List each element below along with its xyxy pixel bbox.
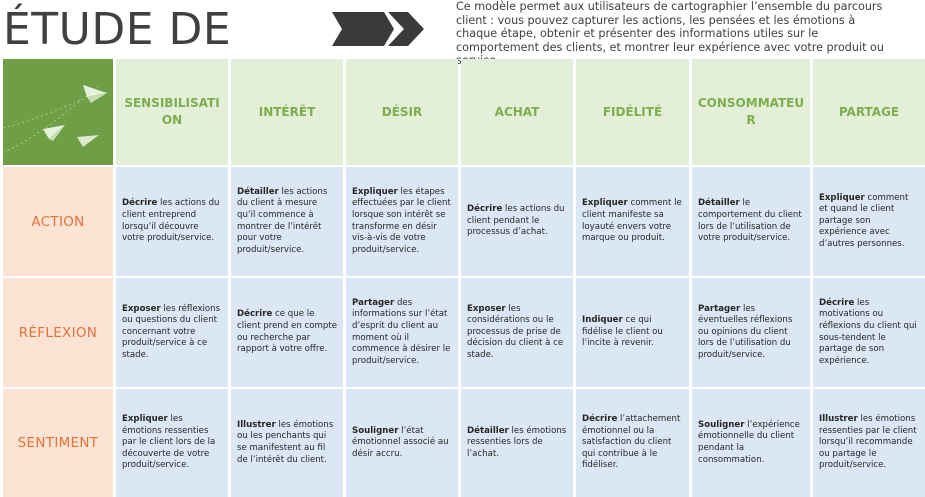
table-cell: Détailler le comportement du client lors de l’utilisation de votre produit/service. (692, 167, 810, 276)
journey-map-table (3, 59, 917, 494)
intro-text: Ce modèle permet aux utilisateurs de cartographier l’ensemble du parcours client : vous pouvez capturer les actions, les pensées et les émotions à chaque étape, obtenir et présenter des informations utiles sur le comportement des clients, et montrer leur expérience avec votre produit ou (456, 0, 884, 54)
table-cell: Souligner l’expérience émotionnelle du client pendant la consommation. (692, 389, 810, 497)
table-cell: Expliquer comment le client manifeste sa loyauté envers votre marque ou produit. (576, 167, 689, 276)
row-label-action: ACTION (3, 167, 113, 276)
table-cell: Partager des informations sur l’état d’esprit du client au moment où il commence à désirer le produit/service. (346, 278, 458, 387)
table-cell: Souligner l’état émotionnel associé au désir accru. (346, 389, 458, 497)
chevron-arrows-icon (332, 12, 424, 46)
table-cell: Expliquer comment et quand le client partage son expérience avec d’autres personnes. (813, 167, 925, 276)
paper-planes-image (3, 59, 113, 165)
table-cell: Expliquer les émotions ressenties par le client lors de la découverte de votre produit/service. (116, 389, 228, 497)
stage-header-fidelite: FIDÉLITÉ (576, 59, 689, 165)
table-cell: Décrire les actions du client pendant le processus d’achat. (461, 167, 573, 276)
table-cell: Illustrer les émotions ressenties par le client lorsqu’il recommande ou partage le produit/service. (813, 389, 925, 497)
table-cell: Décrire ce que le client prend en compte ou recherche par rapport à votre offre. (231, 278, 343, 387)
stage-header-interet: INTÉRÊT (231, 59, 343, 165)
row-label-reflexion: RÉFLEXION (3, 278, 113, 387)
table-cell: Détailler les actions du client à mesure qu’il commence à montrer de l’intérêt pour votre produit/service. (231, 167, 343, 276)
stage-header-sensibilisation: SENSIBILISATION (116, 59, 228, 165)
table-cell: Décrire les motivations ou réflexions du client qui sous-tendent le partage de son expérience. (813, 278, 925, 387)
table-cell: Exposer les considérations ou le processus de prise de décision du client à ce stade. (461, 278, 573, 387)
table-cell: Illustrer les émotions ou les penchants qui se manifestent au fil de l’intérêt du client. (231, 389, 343, 497)
stage-header-desir: DÉSIR (346, 59, 458, 165)
table-cell: Exposer les réflexions ou questions du client concernant votre produit/service à ce stade. (116, 278, 228, 387)
stage-header-consommateur: CONSOMMATEUR (692, 59, 810, 165)
table-cell: Décrire l’attachement émotionnel ou la satisfaction du client qui contribue à le fidéliser. (576, 389, 689, 497)
table-cell: Décrire les actions du client entreprend lorsqu’il découvre votre produit/service. (116, 167, 228, 276)
page-title: ÉTUDE DE (3, 4, 232, 55)
stage-header-partage: PARTAGE (813, 59, 925, 165)
stage-header-achat: ACHAT (461, 59, 573, 165)
table-cell: Détailler les émotions ressenties lors de l’achat. (461, 389, 573, 497)
table-cell: Partager les éventuelles réflexions ou opinions du client lors de l’utilisation du produit/service. (692, 278, 810, 387)
table-cell: Expliquer les étapes effectuées par le client lorsque son intérêt se transforme en désir vis-à-vis de votre produit/service. (346, 167, 458, 276)
row-label-sentiment: SENTIMENT (3, 389, 113, 497)
table-cell: Indiquer ce qui fidélise le client ou l’incite à revenir. (576, 278, 689, 387)
